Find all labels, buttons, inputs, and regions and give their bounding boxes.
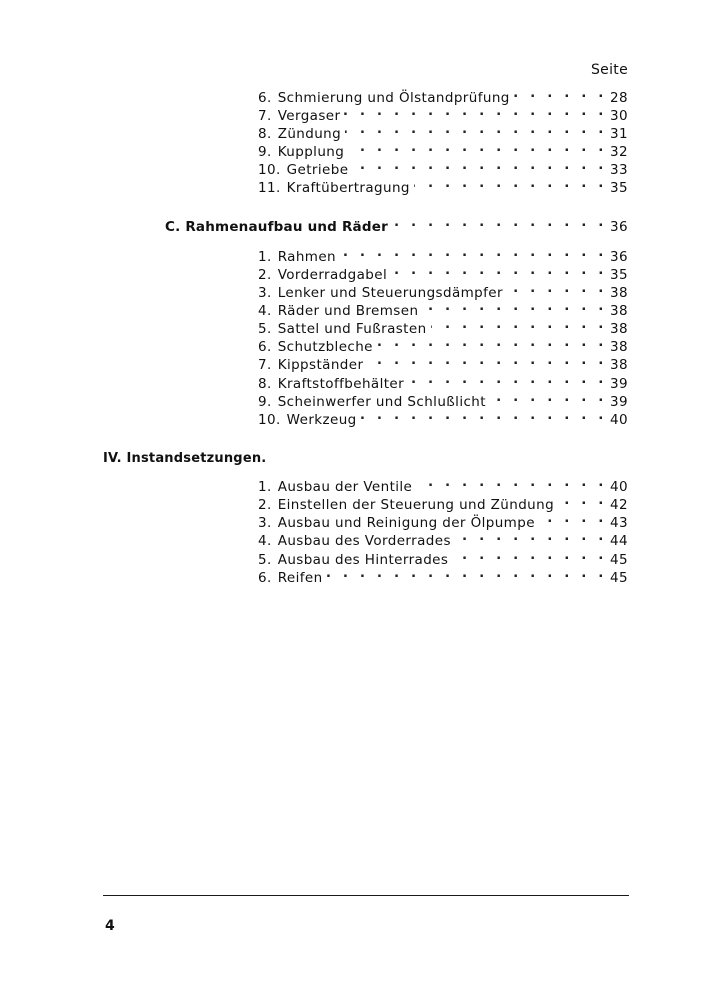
entry-number: 2. [258,267,272,283]
dot-leader [455,527,607,545]
entry-title: Ausbau der Ventile [277,479,413,495]
entry-number: 9. [258,144,272,160]
entry-page: 28 [610,90,628,106]
entry-page: 31 [610,126,628,142]
toc-entry [258,102,628,124]
entry-number: 5. [258,321,272,337]
dot-leader [377,333,607,351]
toc-entry [258,156,628,178]
toc-entry [258,315,628,337]
entry-title: Schutzbleche [277,339,373,355]
toc-entry [258,564,628,586]
toc-entry [258,297,628,319]
section-title: C. Rahmenaufbau und Räder [165,219,388,235]
entry-number: 1. [258,249,272,265]
entry-number: 10. [258,162,281,178]
toc-entry [258,509,628,531]
entry-page: 40 [610,479,628,495]
entry-number: 1. [258,479,272,495]
entry-title: Kupplung [277,144,345,160]
section-heading-c [165,213,628,235]
dot-leader [431,315,607,333]
entry-title: Ausbau und Reinigung der Ölpumpe [277,515,535,531]
entry-title: Ausbau des Vorderrades [277,533,451,549]
entry-title: Rahmen [277,249,337,265]
toc-entry [258,261,628,283]
dot-leader [367,351,607,369]
entry-title: Lenker und Steuerungsdämpfer [277,285,503,301]
entry-page: 35 [610,180,628,196]
page-column-header: Seite [591,62,628,78]
toc-entry [258,333,628,355]
entry-number: 8. [258,376,272,392]
entry-page: 38 [610,339,628,355]
toc-entry [258,279,628,301]
toc-entry [258,406,628,428]
entry-page: 35 [610,267,628,283]
entry-title: Räder und Bremsen [277,303,419,319]
toc-entry [258,351,628,373]
entry-number: 4. [258,533,272,549]
entry-number: 3. [258,285,272,301]
entry-title: Vergaser [277,108,341,124]
entry-number: 6. [258,90,272,106]
entry-title: Einstellen der Steuerung und Zündung [277,497,555,513]
entry-title: Kraftübertragung [286,180,410,196]
entry-title: Zündung [277,126,342,142]
entry-title: Ausbau des Hinterrades [277,552,449,568]
footer-rule [103,895,629,896]
entry-page: 30 [610,108,628,124]
toc-entry [258,546,628,568]
entry-page: 43 [610,515,628,531]
dot-leader [392,213,607,231]
dot-leader [340,243,607,261]
entry-title: Werkzeug [286,412,357,428]
entry-page: 44 [610,533,628,549]
dot-leader [539,509,607,527]
entry-page: 38 [610,303,628,319]
toc-entry [258,174,628,196]
dot-leader [391,261,607,279]
entry-number: 7. [258,357,272,373]
entry-number: 6. [258,339,272,355]
toc-entry [258,473,628,495]
entry-number: 2. [258,497,272,513]
toc-entry [258,388,628,410]
dot-leader [507,279,607,297]
entry-title: Kraftstoffbehälter [277,376,405,392]
toc-entry [258,527,628,549]
entry-page: 39 [610,376,628,392]
entry-number: 9. [258,394,272,410]
entry-title: Vorderradgabel [277,267,388,283]
dot-leader [352,156,607,174]
entry-number: 11. [258,180,281,196]
entry-title: Sattel und Fußrasten [277,321,427,337]
entry-page: 45 [610,570,628,586]
entry-number: 8. [258,126,272,142]
entry-page: 36 [610,249,628,265]
entry-page: 32 [610,144,628,160]
dot-leader [558,491,607,509]
dot-leader [414,174,607,192]
dot-leader [327,564,607,582]
dot-leader [452,546,607,564]
entry-page: 38 [610,357,628,373]
dot-leader [408,370,607,388]
chapter-heading-iv: IV. Instandsetzungen. [103,451,267,466]
entry-title: Getriebe [286,162,349,178]
entry-number: 10. [258,412,281,428]
entry-title: Reifen [277,570,323,586]
page-number: 4 [105,918,115,934]
dot-leader [416,473,607,491]
toc-entry [258,491,628,513]
entry-number: 5. [258,552,272,568]
entry-number: 6. [258,570,272,586]
entry-page: 38 [610,285,628,301]
entry-title: Schmierung und Ölstandprüfung [277,90,510,106]
toc-entry [258,84,628,106]
entry-page: 38 [610,321,628,337]
entry-title: Scheinwerfer und Schlußlicht [277,394,486,410]
section-page: 36 [610,219,628,235]
dot-leader [361,406,607,424]
toc-entry [258,120,628,142]
entry-number: 4. [258,303,272,319]
toc-entry [258,243,628,265]
dot-leader [490,388,607,406]
entry-page: 40 [610,412,628,428]
entry-page: 45 [610,552,628,568]
dot-leader [422,297,607,315]
toc-entry [258,370,628,392]
dot-leader [514,84,607,102]
toc-entry [258,138,628,160]
dot-leader [344,102,607,120]
entry-page: 42 [610,497,628,513]
dot-leader [345,120,607,138]
entry-number: 7. [258,108,272,124]
entry-page: 33 [610,162,628,178]
dot-leader [348,138,607,156]
entry-page: 39 [610,394,628,410]
entry-number: 3. [258,515,272,531]
entry-title: Kippständer [277,357,364,373]
